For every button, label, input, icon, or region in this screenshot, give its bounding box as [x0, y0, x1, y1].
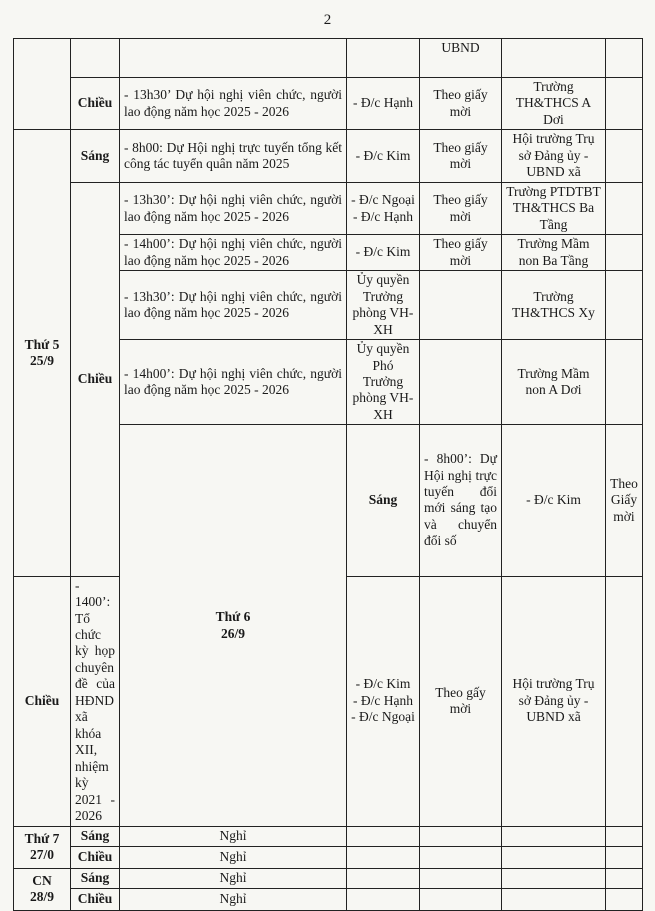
content-cell: - 8h00’: Dự Hội nghị trực tuyến đổi mới sáng tạo và chuyển đổi số — [420, 425, 502, 576]
content-cell: - 14h00’: Dự hội nghị viên chức, người lao động năm học 2025 - 2026 — [120, 340, 347, 425]
document-cell — [420, 340, 502, 425]
day-cell-cn — [14, 868, 71, 910]
table-row — [14, 182, 643, 234]
place-cell: Trường PTDTBT TH&THCS Ba Tầng — [502, 182, 606, 234]
day-name: CN — [32, 872, 52, 888]
person-name: - Đ/c Hạnh — [353, 208, 413, 224]
content-cell — [120, 39, 347, 78]
session-cell: Chiều — [14, 576, 71, 826]
note-cell — [606, 130, 643, 182]
day-cell-thu-7 — [14, 826, 71, 868]
session-cell: Sáng — [71, 826, 120, 846]
note-cell — [606, 78, 643, 130]
session-cell: Sáng — [71, 868, 120, 888]
place-cell: Trường Mầm non Ba Tầng — [502, 235, 606, 271]
note-cell — [606, 39, 643, 78]
place-cell: Trường TH&THCS Xy — [502, 271, 606, 340]
day-name: Thứ 6 — [215, 609, 251, 625]
content-cell: Nghỉ — [120, 826, 347, 846]
document-cell: Theo giấy mời — [420, 78, 502, 130]
content-cell: Nghỉ — [120, 868, 347, 888]
document-cell — [420, 846, 502, 868]
day-date: 28/9 — [29, 889, 54, 905]
note-cell — [606, 868, 643, 888]
person-cell: Ủy quyền Phó Trưởng phòng VH-XH — [347, 340, 420, 425]
session-cell: Chiều — [71, 78, 120, 130]
document-cell: Theo giấy mời — [420, 235, 502, 271]
day-name: Thứ 5 — [24, 336, 60, 352]
content-cell: - 13h30’: Dự hội nghị viên chức, người lao động năm học 2025 - 2026 — [120, 182, 347, 234]
content-cell: - 1400’: Tổ chức kỳ họp chuyên đề của HĐND xã khóa XII, nhiệm kỳ 2021 - 2026 — [71, 576, 120, 826]
person-cell — [347, 888, 420, 910]
note-cell — [606, 271, 643, 340]
session-cell: Chiều — [71, 182, 120, 576]
table-row — [14, 846, 643, 868]
person-cell — [347, 868, 420, 888]
place-cell: Trường Mầm non A Dơi — [502, 340, 606, 425]
place-cell: Hội trường Trụ sở Đảng ủy - UBND xã — [502, 576, 606, 826]
document-cell — [420, 826, 502, 846]
place-cell — [502, 846, 606, 868]
note-cell — [606, 576, 643, 826]
day-name: Thứ 7 — [24, 830, 60, 846]
content-cell: - 8h00: Dự Hội nghị trực tuyến tổng kết công tác tuyển quân năm 2025 — [120, 130, 347, 182]
note-cell — [606, 888, 643, 910]
table-row — [14, 130, 643, 182]
place-cell — [502, 39, 606, 78]
day-date: 25/9 — [29, 353, 54, 368]
content-cell: - 13h30’: Dự hội nghị viên chức, người lao động năm học 2025 - 2026 — [120, 271, 347, 340]
note-cell — [606, 846, 643, 868]
note-cell — [606, 826, 643, 846]
note-cell — [606, 235, 643, 271]
document-cell: Theo giấy mời — [420, 130, 502, 182]
person-cell — [347, 846, 420, 868]
content-cell: Nghỉ — [120, 846, 347, 868]
person-cell — [347, 826, 420, 846]
day-cell — [14, 39, 71, 130]
document-cell: Theo Giấy mời — [606, 425, 643, 576]
person-cell: - Đ/c Kim — [347, 235, 420, 271]
document-cell — [420, 888, 502, 910]
person-cell: - Đ/c Hạnh — [347, 78, 420, 130]
person-cell: - Đ/c Kim — [502, 425, 606, 576]
document-cell: UBND — [420, 39, 502, 78]
note-cell — [606, 340, 643, 425]
note-cell — [606, 182, 643, 234]
person-name: - Đ/c Kim — [355, 676, 411, 692]
person-cell — [347, 182, 420, 234]
place-cell: Trường TH&THCS A Dơi — [502, 78, 606, 130]
document-cell: Theo gấy mời — [420, 576, 502, 826]
document-cell — [420, 271, 502, 340]
person-cell: Ủy quyền Trưởng phòng VH-XH — [347, 271, 420, 340]
place-cell: Hội trường Trụ sở Đảng ủy - UBND xã — [502, 130, 606, 182]
day-date: 27/0 — [29, 847, 54, 863]
schedule-table — [13, 38, 643, 911]
session-cell — [71, 39, 120, 78]
session-cell: Sáng — [71, 130, 120, 182]
content-cell: - 13h30’ Dự hội nghị viên chức, người lao động năm học 2025 - 2026 — [120, 78, 347, 130]
person-name: - Đ/c Hạnh — [353, 692, 413, 708]
person-cell: - Đ/c Kim — [347, 130, 420, 182]
day-cell-thu-5 — [14, 130, 71, 576]
table-row — [14, 888, 643, 910]
table-row — [14, 78, 643, 130]
content-cell: Nghỉ — [120, 888, 347, 910]
session-cell: Chiều — [71, 888, 120, 910]
person-name: - Đ/c Ngoại — [351, 192, 415, 208]
place-cell — [502, 826, 606, 846]
document-cell — [420, 868, 502, 888]
table-row — [14, 39, 643, 78]
person-cell — [347, 39, 420, 78]
document-cell: Theo giấy mời — [420, 182, 502, 234]
place-cell — [502, 888, 606, 910]
content-cell: - 14h00’: Dự hội nghị viên chức, người lao động năm học 2025 - 2026 — [120, 235, 347, 271]
table-row — [14, 826, 643, 846]
session-cell: Chiều — [71, 846, 120, 868]
table-row — [14, 868, 643, 888]
person-name: - Đ/c Ngoại — [351, 709, 415, 725]
session-cell: Sáng — [347, 425, 420, 576]
place-cell — [502, 868, 606, 888]
day-cell-thu-6 — [120, 425, 347, 826]
person-cell — [347, 576, 420, 826]
day-date: 26/9 — [220, 625, 245, 641]
page-number: 2 — [323, 12, 332, 28]
